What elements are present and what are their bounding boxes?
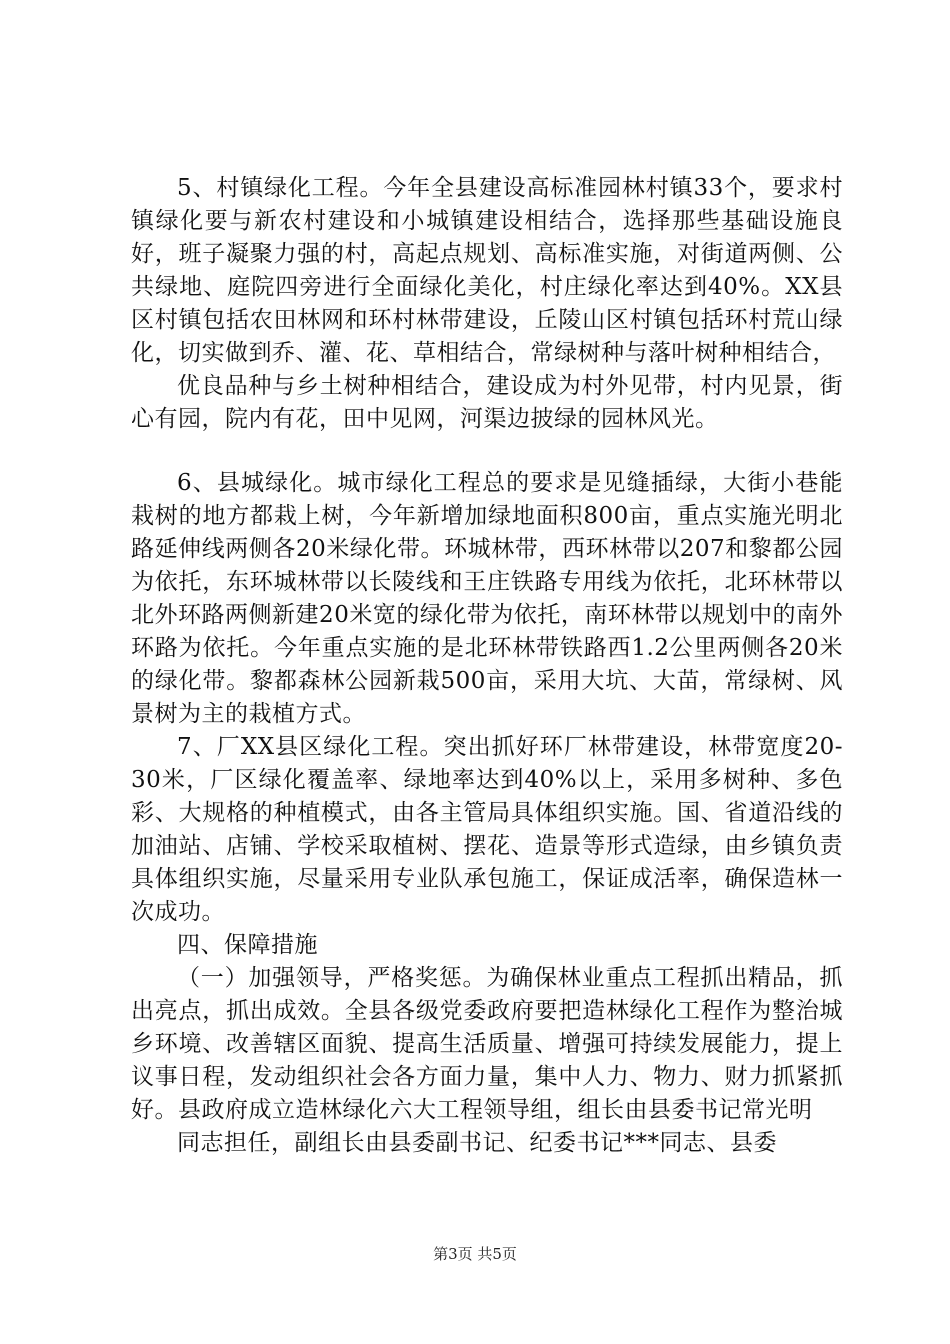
section-heading-safeguards: 四、保障措施: [177, 932, 318, 958]
paragraph-factory-greening: 7、厂XX县区绿化工程。突出抓好环厂林带建设，林带宽度20-30米，厂区绿化覆盖率、绿地率达到40%以上，采用多树种、多色彩、大规格的种植模式，由各主管局具体组织实施。国、省道沿线的加油站、店铺、学校采取植树、摆花、造景等形式造绿，由乡镇负责具体组织实施，尽量采用专业队承包施工，保证成活率，确保造林一次成功。: [131, 734, 843, 925]
paragraph-gap: [131, 436, 843, 467]
paragraph-leadership-continued: 同志担任，副组长由县委副书记、纪委书记***同志、县委: [177, 1130, 777, 1156]
paragraph-leadership: （一）加强领导，严格奖惩。为确保林业重点工程抓出精品，抓出亮点，抓出成效。全县各级党委政府要把造林绿化工程作为整治城乡环境、改善辖区面貌、提高生活质量、增强可持续发展能力，提上议事日程，发动组织社会各方面力量，集中人力、物力、财力抓紧抓好。县政府成立造林绿化六大工程领导组，组长由县委书记常光明: [131, 965, 843, 1123]
page-number-footer: 第3页 共5页: [433, 1245, 517, 1263]
paragraph-village-greening-continued: 优良品种与乡土树种相结合，建设成为村外见带，村内见景，街心有园，院内有花，田中见网，河渠边披绿的园林风光。: [131, 373, 843, 432]
paragraph-village-greening: 5、村镇绿化工程。今年全县建设高标准园林村镇33个，要求村镇绿化要与新农村建设和小城镇建设相结合，选择那些基础设施良好，班子凝聚力强的村，高起点规划、高标准实施，对街道两侧、公共绿地、庭院四旁进行全面绿化美化，村庄绿化率达到40%。XX县区村镇包括农田林网和环村林带建设，丘陵山区村镇包括环村荒山绿化，切实做到乔、灌、花、草相结合，常绿树种与落叶树种相结合，: [131, 175, 843, 366]
paragraph-county-greening: 6、县城绿化。城市绿化工程总的要求是见缝插绿，大街小巷能栽树的地方都栽上树，今年新增加绿地面积800亩，重点实施光明北路延伸线两侧各20米绿化带。环城林带，西环林带以207和黎都公园为依托，东环城林带以长陵线和王庄铁路专用线为依托，北环林带以北外环路两侧新建20米宽的绿化带为依托，南环林带以规划中的南外环路为依托。今年重点实施的是北环林带铁路西1.2公里两侧各20米的绿化带。黎都森林公园新栽500亩，采用大坑、大苗，常绿树、风景树为主的栽植方式。: [131, 470, 843, 727]
document-body: [131, 172, 843, 1160]
